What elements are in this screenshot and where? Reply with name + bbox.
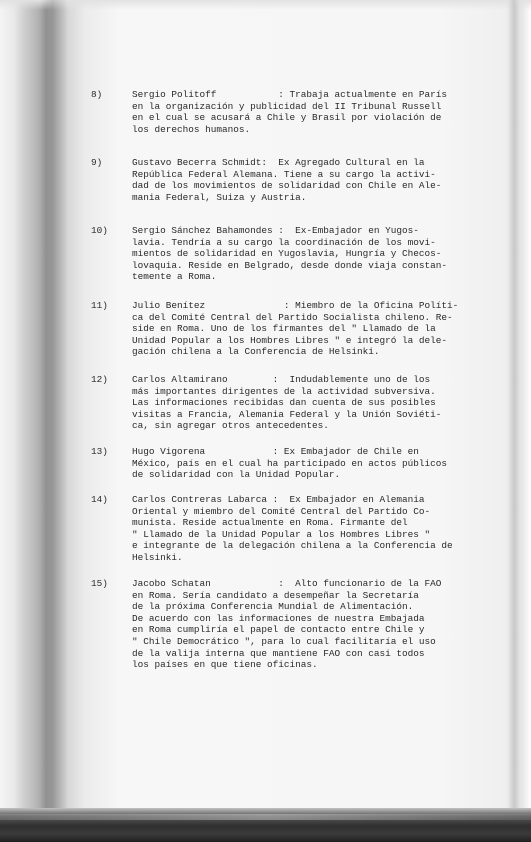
binding-shadow xyxy=(40,0,68,842)
entry-number: 15) xyxy=(91,578,108,589)
scanner-bottom-highlight xyxy=(0,814,531,820)
entry-line: lovaquia. Reside en Belgrado, desde donde viaja constan- xyxy=(132,259,448,271)
entry-line: " Llamado de la Unidad Popular a los Hombres Libres " xyxy=(132,528,431,540)
entry-heading: Julio Benítez : Miembro de la Oficina Políti- xyxy=(132,300,459,311)
entry-number: 9) xyxy=(91,157,103,168)
entry-line: de la valija interna que mantiene FAO con casi todos xyxy=(132,647,425,659)
entry-number: 11) xyxy=(91,300,108,311)
entry-heading: Carlos Altamirano : Indudablemente uno de los xyxy=(132,374,431,385)
entry-line: " Chile Democrático ", para lo cual facilitaría el uso xyxy=(132,635,436,647)
entry-line: en Roma. Sería candidato a desempeñar la Secretaría xyxy=(132,589,419,601)
entry-line: gación chilena a la Conferencia de Helsinki. xyxy=(132,346,380,358)
entry-line: mientos de solidaridad en Yugoslavia, Hungría y Checos- xyxy=(132,248,442,260)
entry-line: Helsinki. xyxy=(132,551,183,563)
entry-heading: Sergio Sánchez Bahamondes : Ex-Embajador en Yugos- xyxy=(132,225,419,236)
entry-line: De acuerdo con las informaciones de nuestra Embajada xyxy=(132,612,425,624)
entry-heading: Jacobo Schatan : Alto funcionario de la FAO xyxy=(132,578,442,589)
page-right-edge xyxy=(508,0,520,842)
entry-line: Oriental y miembro del Comité Central del Partido Co- xyxy=(132,505,431,517)
entry-heading: Gustavo Becerra Schmidt: Ex Agregado Cultural en la xyxy=(132,157,425,168)
entry-line: República Federal Alemana. Tiene a su cargo la activi- xyxy=(132,168,436,180)
entry-line: lavia. Tendría a su cargo la coordinación de los movi- xyxy=(132,236,436,248)
page-top-edge xyxy=(0,0,531,10)
entry-line: de la próxima Conferencia Mundial de Alimentación. xyxy=(132,601,414,613)
entry-heading: Sergio Politoff : Trabaja actualmente en París xyxy=(132,89,448,100)
entry-number: 8) xyxy=(91,89,103,100)
entry-line: mania Federal, Suiza y Austria. xyxy=(132,191,307,203)
entry-line: ca, sin agregar otros antecedentes. xyxy=(132,420,329,432)
entry-line: los países en que tiene oficinas. xyxy=(132,659,318,671)
entry-line: México, país en el cual ha participado en actos públicos xyxy=(132,457,448,469)
entry-heading: Hugo Vigorena : Ex Embajador de Chile en xyxy=(132,446,419,457)
entry-heading: Carlos Contreras Labarca : Ex Embajador en Alemania xyxy=(132,494,425,505)
entry-line: dad de los movimientos de solidaridad con Chile en Ale- xyxy=(132,180,442,192)
entry-line: de solidaridad con la Unidad Popular. xyxy=(132,469,341,481)
entry-line: Unidad Popular a los Hombres Libres " e integró la dele- xyxy=(132,334,448,346)
entry-line: munista. Reside actualmente en Roma. Firmante del xyxy=(132,517,408,529)
entry-line: en el cual se acusará a Chile y Brasil por violación de xyxy=(132,112,442,124)
entry-line: más importantes dirigentes de la actividad subversiva. xyxy=(132,385,436,397)
entry-number: 14) xyxy=(91,494,108,505)
entry-line: en la organización y publicidad del II Tribunal Russell xyxy=(132,100,442,112)
entry-number: 10) xyxy=(91,225,108,236)
entry-line: side en Roma. Uno de los firmantes del " Llamado de la xyxy=(132,323,436,335)
entry-line: visitas a Francia, Alemania Federal y la Unión Soviéti- xyxy=(132,408,442,420)
entry-line: e integrante de la delegación chilena a la Conferencia de xyxy=(132,540,453,552)
entry-number: 12) xyxy=(91,374,108,385)
entry-line: ca del Comité Central del Partido Socialista chileno. Re- xyxy=(132,311,453,323)
entry-line: temente a Roma. xyxy=(132,271,217,283)
entry-line: en Roma cumpliría el papel de contacto entre Chile y xyxy=(132,624,425,636)
entry-line: los derechos humanos. xyxy=(132,123,251,135)
entry-line: Las informaciones recibidas dan cuenta de sus posibles xyxy=(132,397,436,409)
entry-number: 13) xyxy=(91,446,108,457)
